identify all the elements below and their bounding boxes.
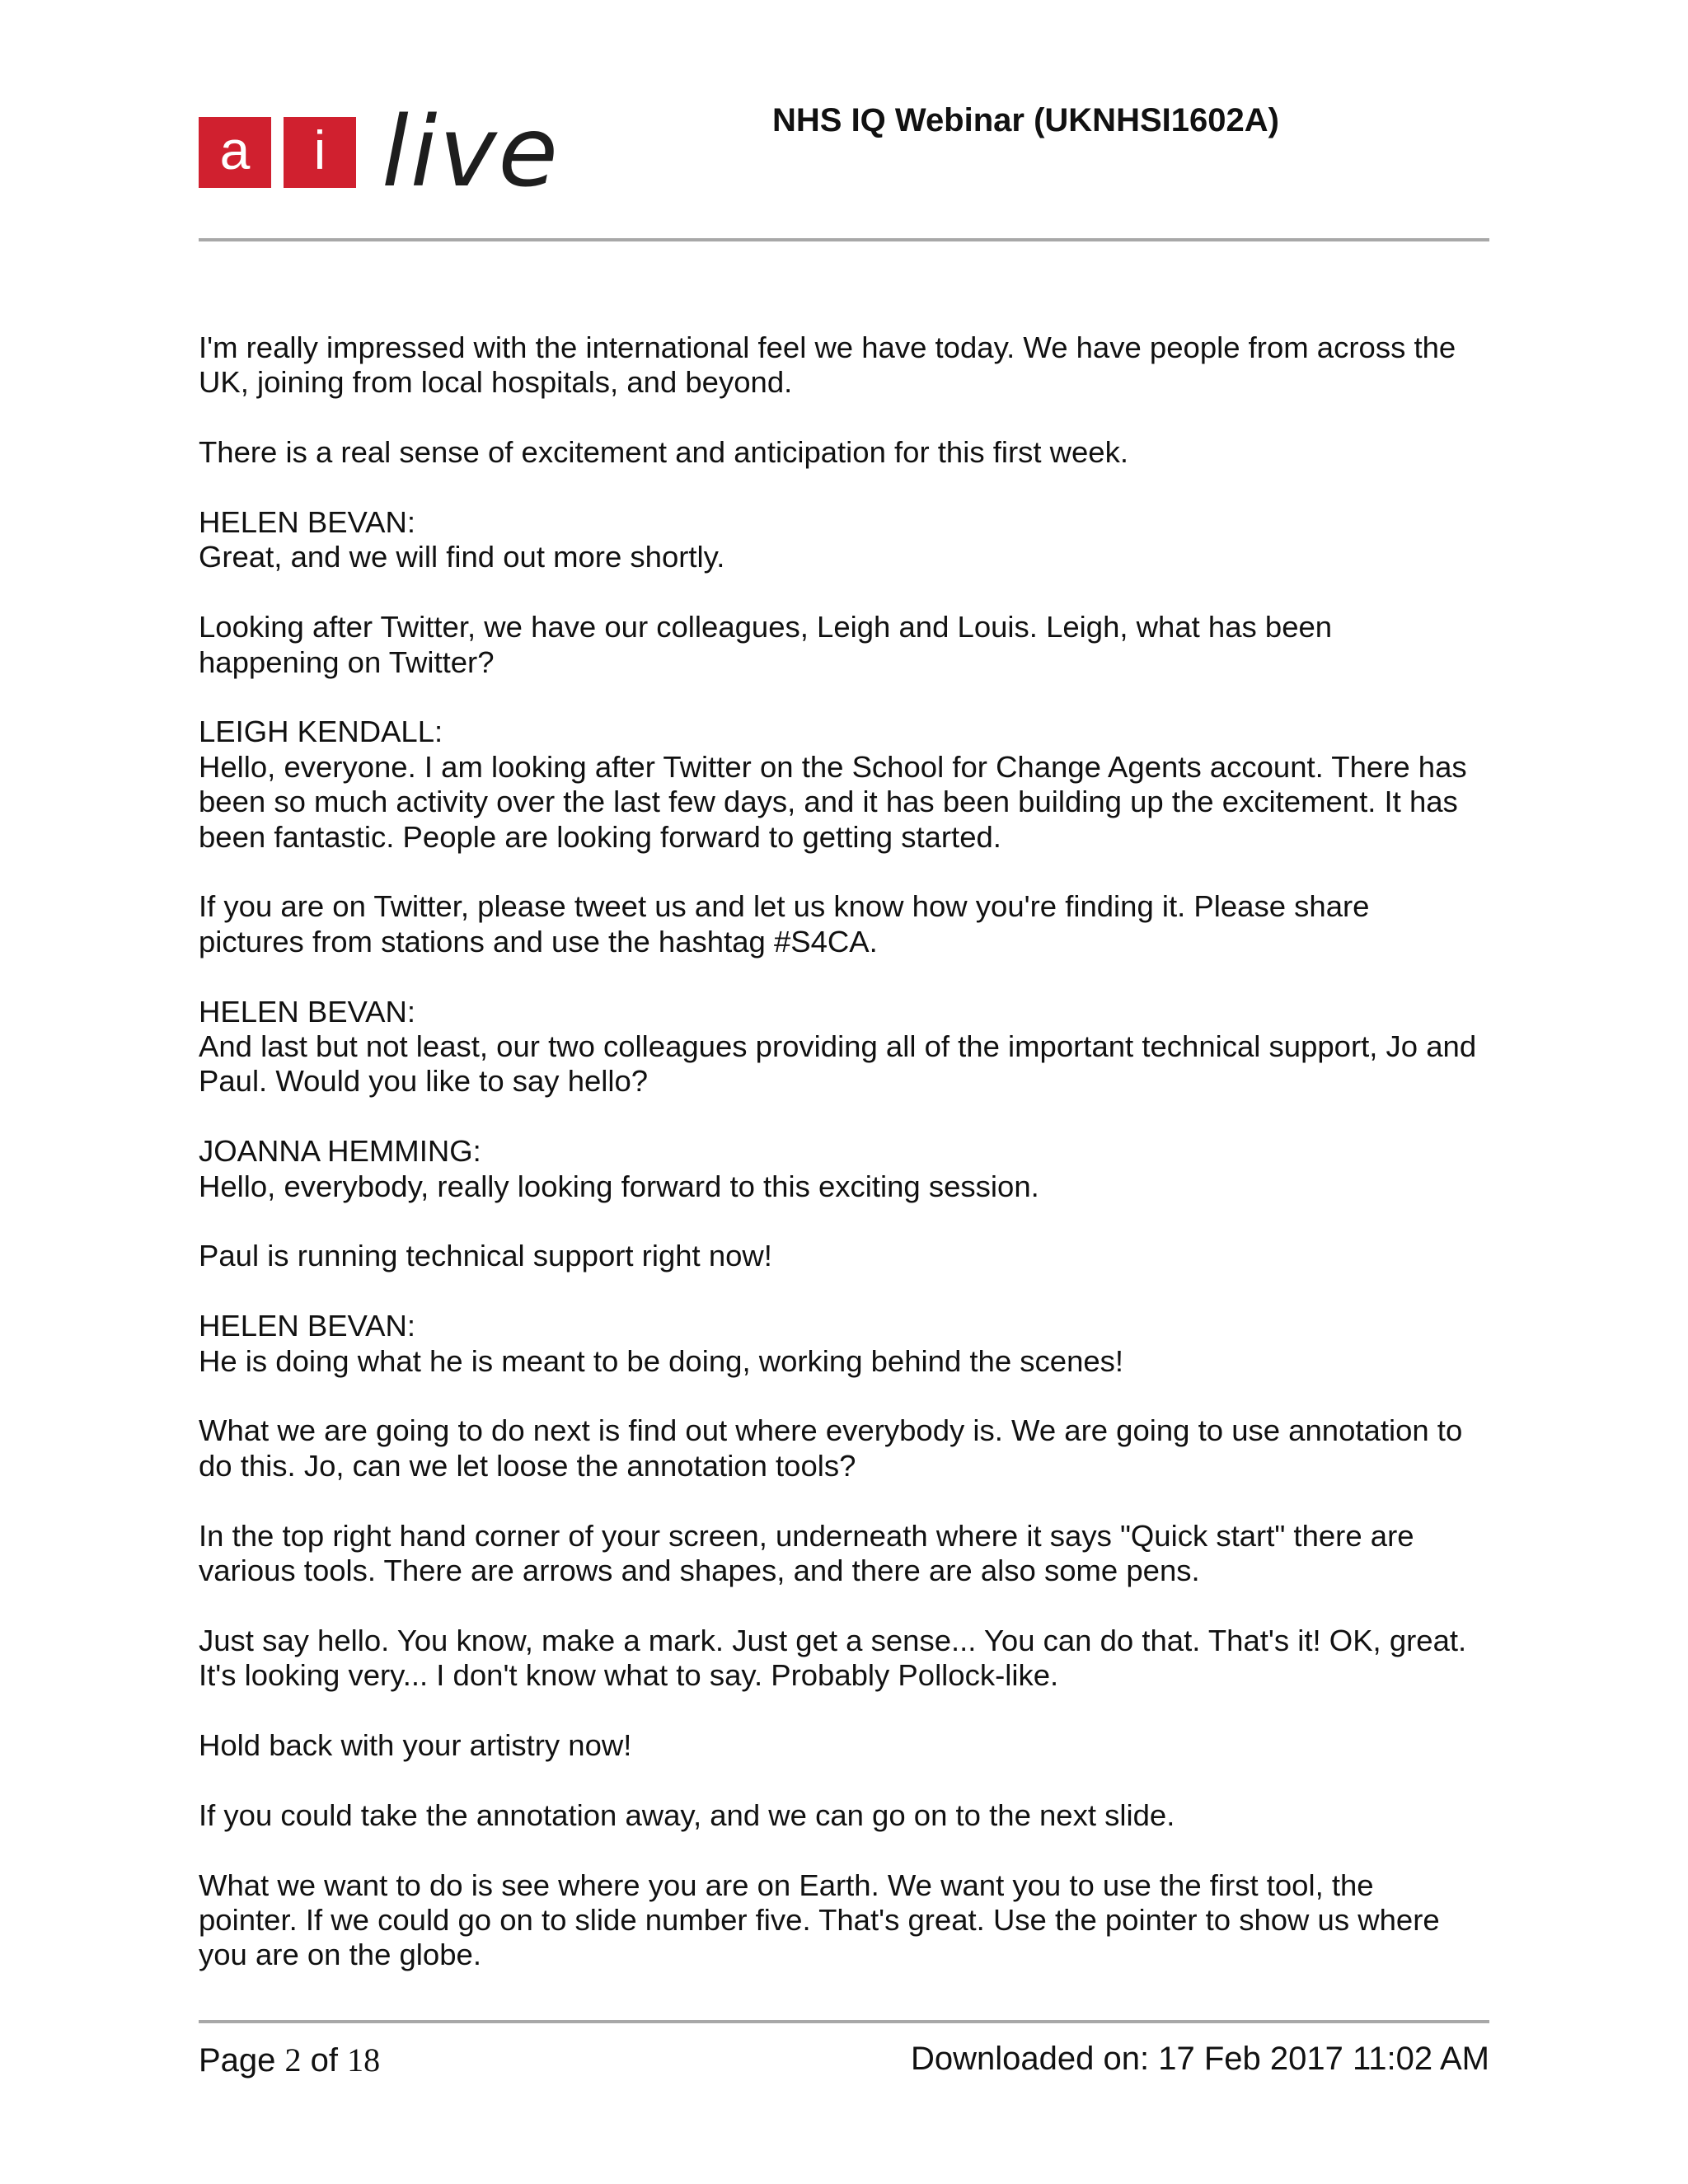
text-line: Hello, everybody, really looking forward to this exciting session. xyxy=(199,1169,1039,1203)
text-line: Paul is running technical support right now! xyxy=(199,1239,772,1273)
download-timestamp: Downloaded on: 17 Feb 2017 11:02 AM xyxy=(911,2041,1489,2077)
text-line: In the top right hand corner of your screen, underneath where it says "Quick start" there are xyxy=(199,1518,1414,1553)
ai-live-logo xyxy=(199,95,578,214)
text-line: If you could take the annotation away, and we can go on to the next slide. xyxy=(199,1797,1175,1832)
text-line: There is a real sense of excitement and anticipation for this first week. xyxy=(199,435,1128,470)
text-line: LEIGH KENDALL: xyxy=(199,715,443,749)
page-current: 2 xyxy=(284,2041,302,2079)
text-line: HELEN BEVAN: xyxy=(199,505,416,539)
text-line: do this. Jo, can we let loose the annotation tools? xyxy=(199,1448,856,1483)
text-line: It's looking very... I don't know what to say. Probably Pollock-like. xyxy=(199,1658,1059,1693)
text-line: Hello, everyone. I am looking after Twitter on the School for Change Agents account. There has xyxy=(199,749,1467,784)
text-line: UK, joining from local hospitals, and beyond. xyxy=(199,365,793,400)
logo-wordmark: live xyxy=(382,95,560,209)
transcript-body xyxy=(199,330,1489,2008)
transcript-paragraph xyxy=(199,1239,1489,1273)
transcript-paragraph xyxy=(199,889,1489,959)
text-line: What we are going to do next is find out where everybody is. We are going to use annotation to xyxy=(199,1413,1463,1448)
page-of: of xyxy=(310,2042,339,2079)
text-line: pictures from stations and use the hashtag #S4CA. xyxy=(199,924,878,958)
text-line: pointer. If we could go on to slide number five. That's great. Use the pointer to show us where xyxy=(199,1903,1440,1938)
text-line: And last but not least, our two colleagues providing all of the important technical support, Jo and xyxy=(199,1029,1477,1064)
transcript-paragraph xyxy=(199,505,1489,575)
text-line: Great, and we will find out more shortly. xyxy=(199,540,725,574)
text-line: Looking after Twitter, we have our colleagues, Leigh and Louis. Leigh, what has been xyxy=(199,610,1333,644)
text-line: If you are on Twitter, please tweet us and let us know how you're finding it. Please share xyxy=(199,889,1370,924)
document-title: NHS IQ Webinar (UKNHSI1602A) xyxy=(772,102,1279,138)
text-line: HELEN BEVAN: xyxy=(199,994,416,1029)
text-line: Hold back with your artistry now! xyxy=(199,1728,632,1763)
transcript-paragraph xyxy=(199,1519,1489,1589)
text-line: JOANNA HEMMING: xyxy=(199,1134,481,1169)
text-line: HELEN BEVAN: xyxy=(199,1309,416,1343)
page-total: 18 xyxy=(347,2041,381,2079)
transcript-paragraph xyxy=(199,330,1489,401)
page-indicator xyxy=(199,2041,380,2079)
text-line: you are on the globe. xyxy=(199,1938,481,1972)
logo-box-a: a xyxy=(199,117,271,188)
transcript-paragraph xyxy=(199,1624,1489,1694)
text-line: I'm really impressed with the international feel we have today. We have people from across the xyxy=(199,330,1456,364)
logo-box-i: i xyxy=(284,117,356,188)
text-line: He is doing what he is meant to be doing, working behind the scenes! xyxy=(199,1343,1124,1378)
transcript-paragraph xyxy=(199,1309,1489,1379)
transcript-paragraph xyxy=(199,995,1489,1099)
footer-divider xyxy=(199,2020,1489,2023)
text-line: Paul. Would you like to say hello? xyxy=(199,1064,649,1099)
text-line: What we want to do is see where you are on Earth. We want you to use the first tool, the xyxy=(199,1868,1374,1902)
transcript-paragraph xyxy=(199,435,1489,470)
text-line: various tools. There are arrows and shapes, and there are also some pens. xyxy=(199,1554,1200,1588)
transcript-paragraph xyxy=(199,715,1489,855)
text-line: Just say hello. You know, make a mark. Just get a sense... You can do that. That's it! OK, great. xyxy=(199,1623,1467,1657)
transcript-paragraph xyxy=(199,1413,1489,1483)
transcript-paragraph xyxy=(199,610,1489,680)
transcript-paragraph xyxy=(199,1134,1489,1204)
transcript-paragraph xyxy=(199,1868,1489,1973)
page-label: Page xyxy=(199,2042,276,2079)
text-line: happening on Twitter? xyxy=(199,644,495,679)
transcript-paragraph xyxy=(199,1728,1489,1763)
text-line: been so much activity over the last few days, and it has been building up the excitement. It has xyxy=(199,785,1458,819)
header-divider xyxy=(199,238,1489,241)
transcript-paragraph xyxy=(199,1798,1489,1833)
text-line: been fantastic. People are looking forward to getting started. xyxy=(199,819,1001,854)
